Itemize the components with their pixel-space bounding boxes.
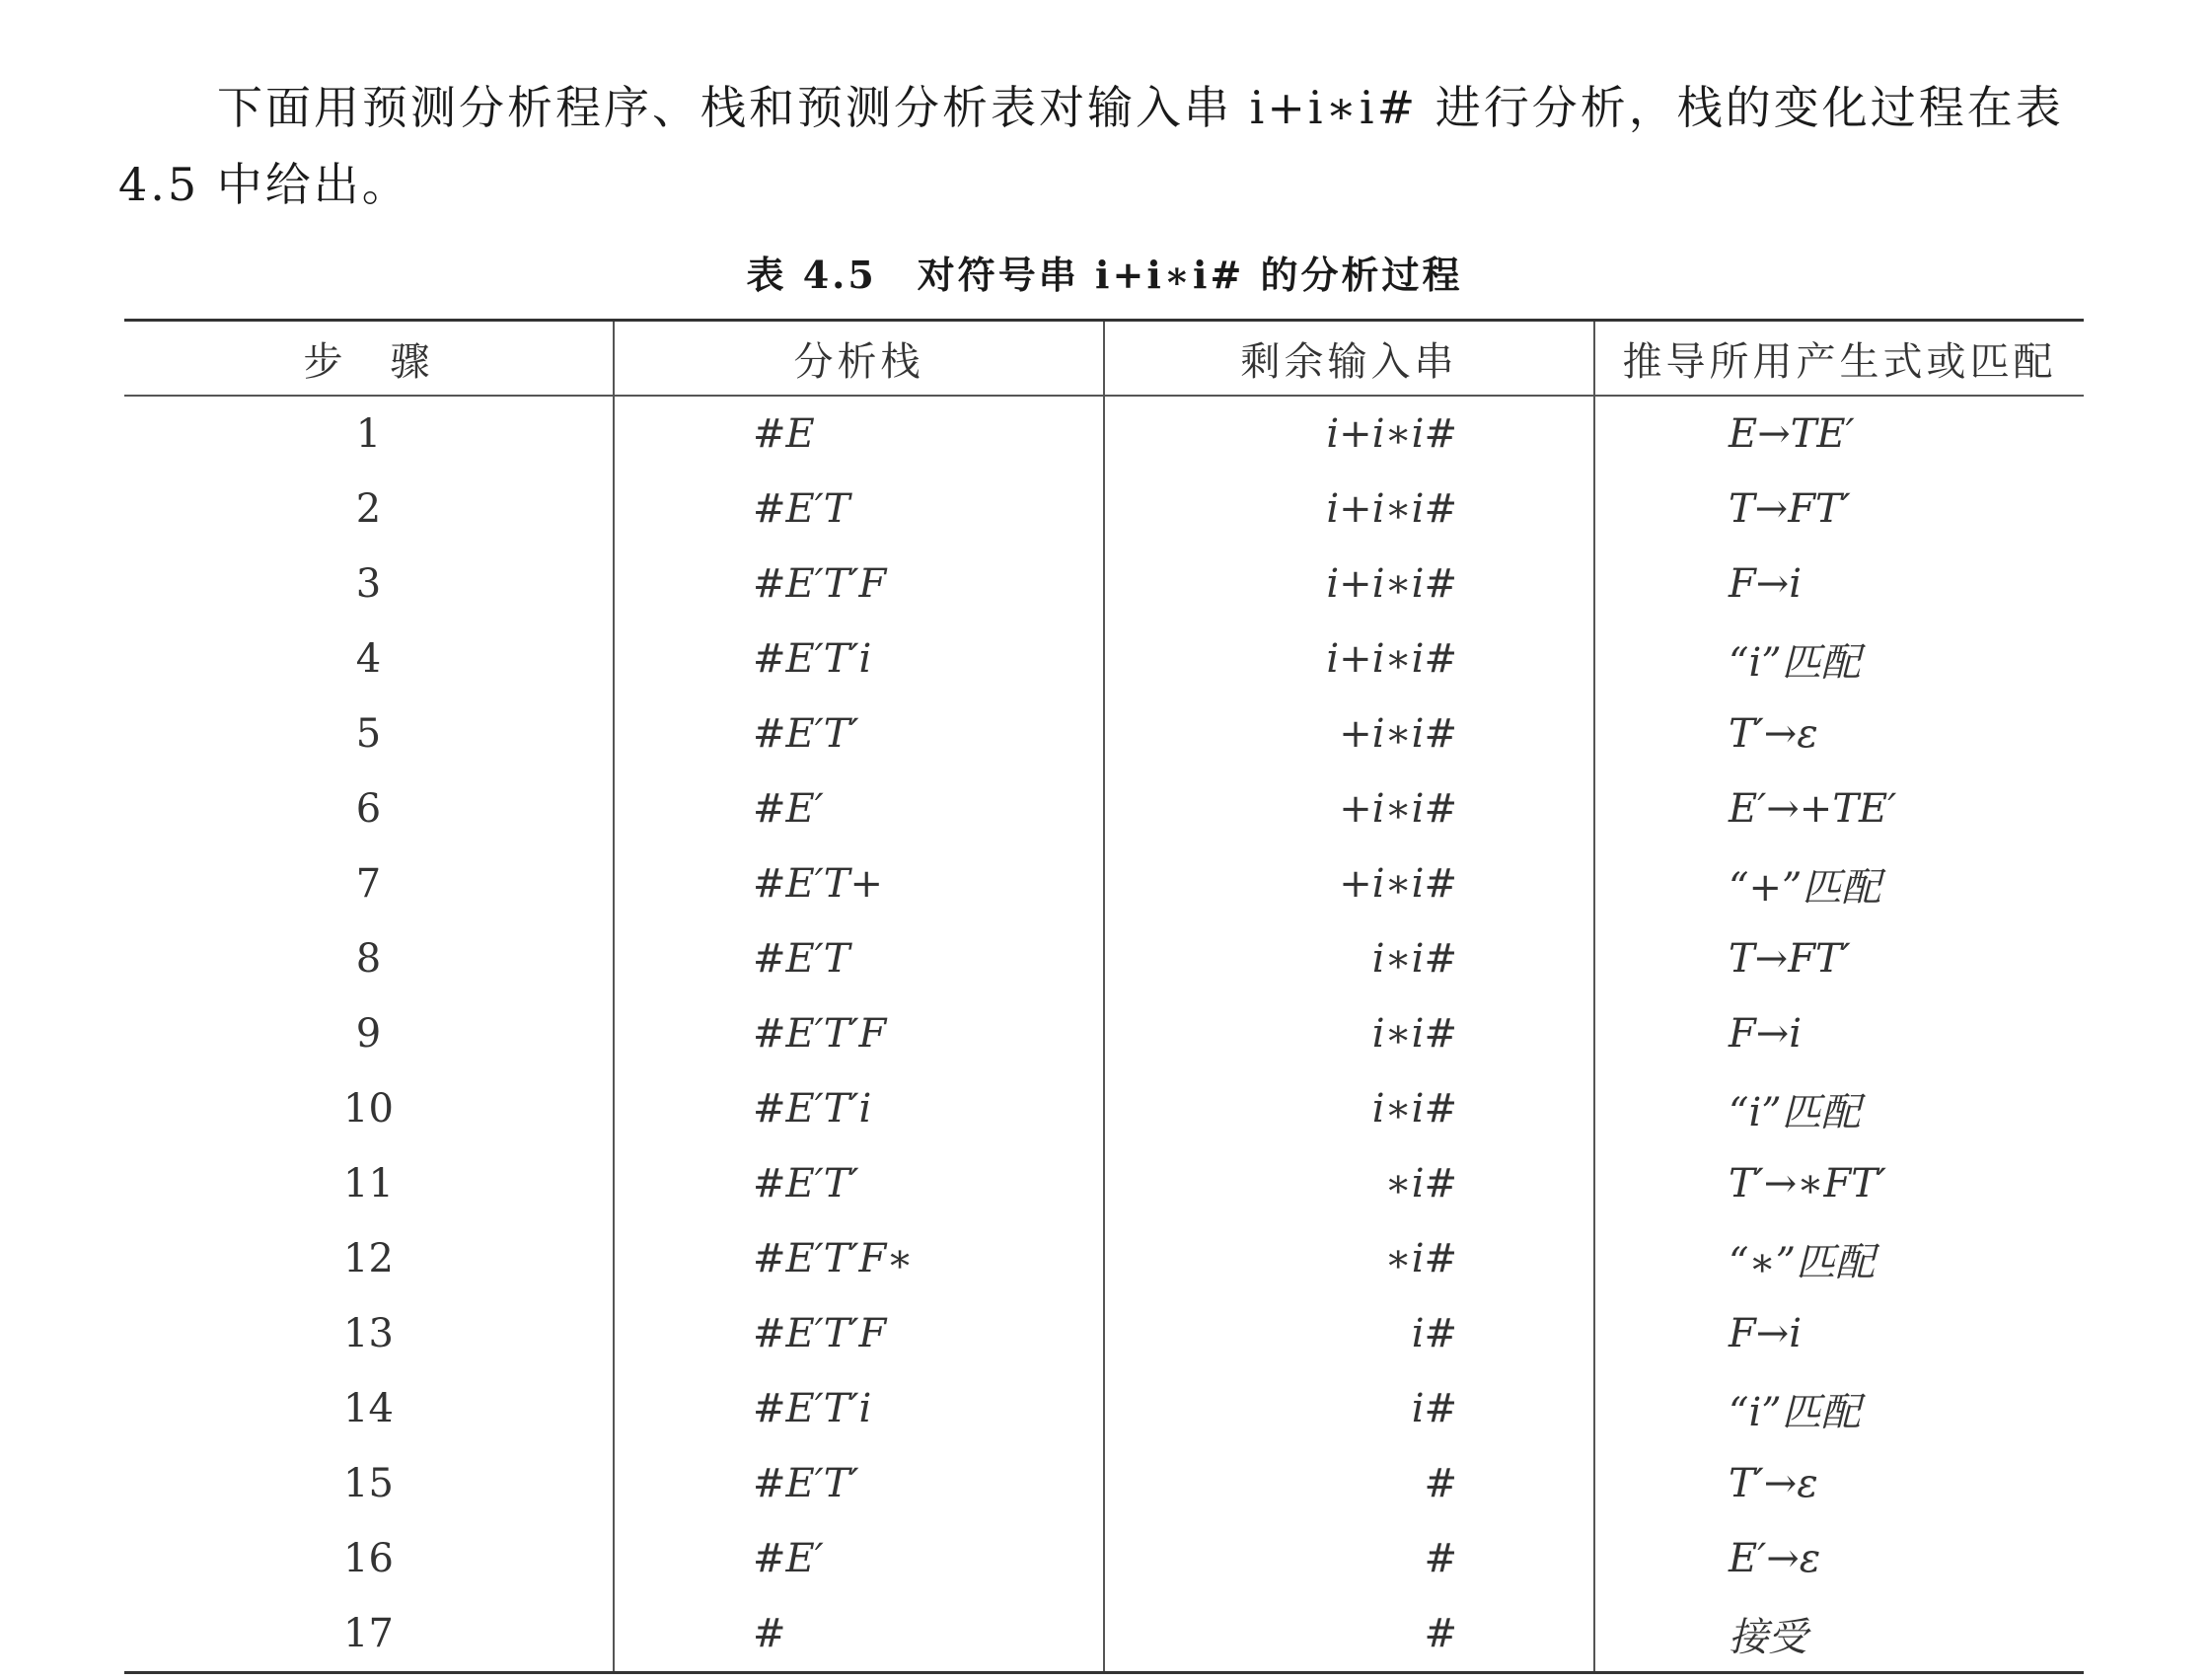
table-row [124,621,2084,696]
table-row [124,996,2084,1071]
stack-cell: #E′T′i [614,621,1104,696]
table-row [124,547,2084,621]
table-row [124,696,2084,771]
stack-cell: #E′T′ [614,1446,1104,1521]
step-cell: 14 [124,1371,614,1446]
table-row [124,1221,2084,1296]
action-cell: E′→ε [1729,1536,1821,1581]
header-input: 剩余输入串 [1104,321,1594,397]
step-cell: 8 [124,921,614,996]
stack-cell: #E′T+ [614,846,1104,921]
input-cell: +i∗i# [1104,771,1594,846]
stack-cell: #E′T′F [614,547,1104,621]
intro-paragraph: 下面用预测分析程序、栈和预测分析表对输入串 i+i∗i# 进行分析，栈的变化过程在表 4.5 中给出。 [118,81,2064,211]
action-cell: “i”匹配 [1729,639,1861,686]
table-row [124,921,2084,996]
input-cell: i∗i# [1104,1071,1594,1146]
table-row [124,1521,2084,1596]
action-cell: “∗”匹配 [1729,1239,1876,1285]
table-row [124,771,2084,846]
action-cell: “+”匹配 [1729,864,1881,911]
input-cell: # [1104,1596,1594,1673]
action-cell: F→i [1729,1011,1803,1057]
action-cell: T→FT′ [1729,486,1851,532]
action-cell: E→TE′ [1729,411,1855,457]
action-cell: F→i [1729,561,1803,607]
stack-cell: #E′T′F [614,996,1104,1071]
step-cell: 11 [124,1146,614,1221]
action-cell: 接受 [1594,1596,2084,1673]
table-caption: 表 4.5 对符号串 i+i∗i# 的分析过程 [746,253,1463,297]
action-cell: “i”匹配 [1729,1389,1861,1435]
stack-cell: #E′T′i [614,1371,1104,1446]
step-cell: 6 [124,771,614,846]
input-cell: ∗i# [1104,1221,1594,1296]
analysis-table [124,319,2084,1674]
table-row [124,1296,2084,1371]
table-row [124,1596,2084,1673]
step-cell: 1 [124,396,614,472]
stack-cell: #E′T′ [614,1146,1104,1221]
step-cell: 16 [124,1521,614,1596]
action-cell: “i”匹配 [1729,1089,1861,1135]
step-cell: 10 [124,1071,614,1146]
input-cell: i+i∗i# [1104,621,1594,696]
input-cell: i+i∗i# [1104,547,1594,621]
step-cell: 2 [124,472,614,547]
action-cell: F→i [1729,1311,1803,1356]
header-stack: 分析栈 [614,321,1104,397]
table-row [124,396,2084,472]
step-cell: 7 [124,846,614,921]
stack-cell: #E′T′ [614,696,1104,771]
step-cell: 15 [124,1446,614,1521]
table-row [124,1371,2084,1446]
step-cell: 12 [124,1221,614,1296]
stack-cell: #E′ [614,771,1104,846]
table-row [124,846,2084,921]
stack-cell: #E′T′F [614,1296,1104,1371]
table-row [124,1071,2084,1146]
input-cell: i+i∗i# [1104,472,1594,547]
step-cell: 17 [124,1596,614,1673]
step-cell: 5 [124,696,614,771]
stack-cell: #E′T [614,921,1104,996]
action-cell: T′→ε [1729,1461,1818,1506]
action-cell: E′→+TE′ [1729,786,1897,832]
table-row [124,1146,2084,1221]
step-cell: 3 [124,547,614,621]
input-cell: # [1104,1521,1594,1596]
input-cell: i∗i# [1104,996,1594,1071]
action-cell: T′→∗FT′ [1729,1161,1886,1206]
step-cell: 13 [124,1296,614,1371]
table-row [124,1446,2084,1521]
stack-cell: #E′ [614,1521,1104,1596]
input-cell: i# [1104,1371,1594,1446]
input-cell: +i∗i# [1104,696,1594,771]
input-cell: +i∗i# [1104,846,1594,921]
table-header-row [124,321,2084,397]
header-action: 推导所用产生式或匹配 [1594,321,2084,397]
input-cell: i# [1104,1296,1594,1371]
stack-cell: #E′T′i [614,1071,1104,1146]
input-cell: i∗i# [1104,921,1594,996]
step-cell: 9 [124,996,614,1071]
step-cell: 4 [124,621,614,696]
input-cell: # [1104,1446,1594,1521]
table-body [124,396,2084,1673]
input-cell: i+i∗i# [1104,396,1594,472]
stack-cell: #E′T′F∗ [614,1221,1104,1296]
action-cell: T′→ε [1729,711,1818,757]
action-cell: T→FT′ [1729,936,1851,982]
stack-cell: #E′T [614,472,1104,547]
input-cell: ∗i# [1104,1146,1594,1221]
stack-cell: #E [614,396,1104,472]
header-step: 步 骤 [124,321,614,397]
stack-cell: # [614,1596,1104,1673]
table-row [124,472,2084,547]
